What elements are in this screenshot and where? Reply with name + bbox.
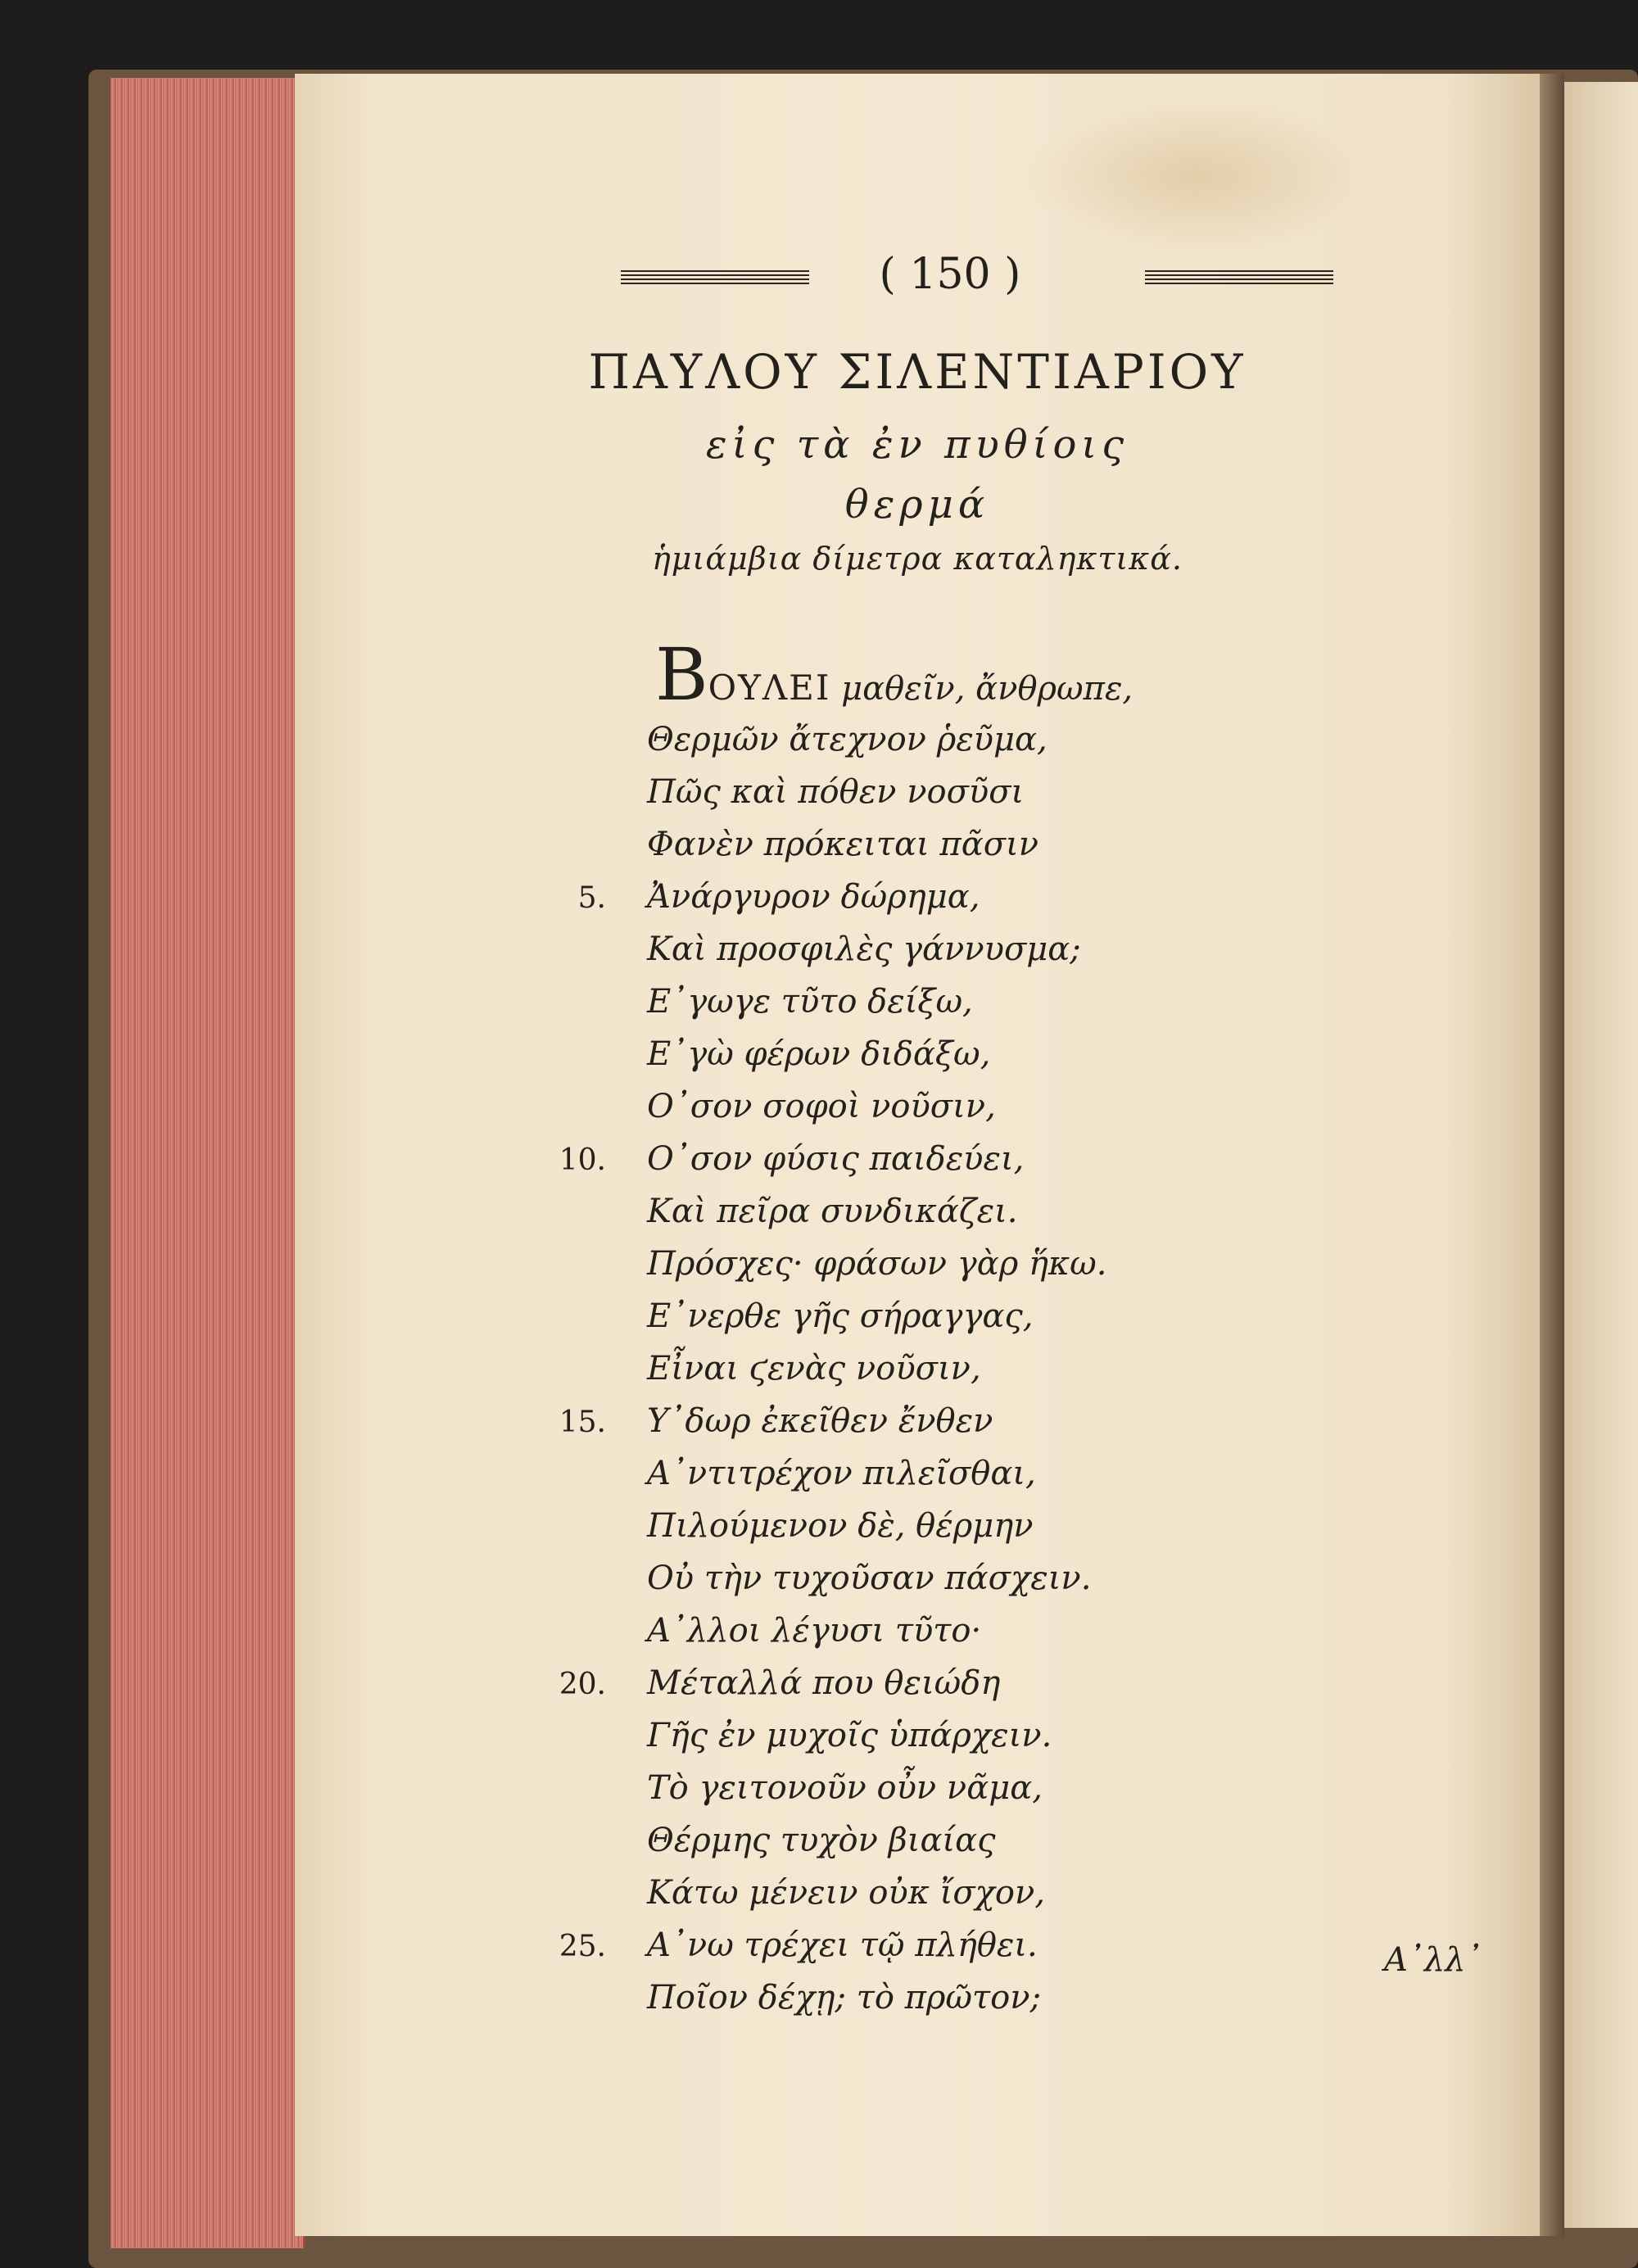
poem-line-12: Πρόσχες· φράσων γὰρ ἥκω. xyxy=(647,1245,1107,1283)
poem-line-22: Τὸ γειτονοῦν οὖν νᾶμα, xyxy=(647,1769,1043,1807)
poem-line-21: Γῆς ἐν μυχοῖς ὑπάρχειν. xyxy=(647,1717,1052,1754)
first-line-caps: ΟΥΛΕΙ xyxy=(708,668,831,708)
poem-line-19: Α᾽λλοι λέγυσι τῦτο· xyxy=(647,1612,982,1650)
book-gutter xyxy=(1540,74,1564,2236)
line-number-10: 10. xyxy=(559,1143,606,1177)
drop-cap: B xyxy=(655,632,708,717)
poem-line-24: Κάτω μένειν οὐκ ἴσχον, xyxy=(647,1874,1045,1912)
poem-line-18: Οὐ τὴν τυχοῦσαν πάσχειν. xyxy=(647,1560,1092,1597)
poem-line-15: Υ᾽δωρ ἐκεῖθεν ἔνθεν xyxy=(647,1402,993,1440)
page-edges xyxy=(111,78,305,2248)
poem-line-11: Καὶ πεῖρα συνδικάζει. xyxy=(647,1193,1018,1230)
poem-line-1 xyxy=(655,632,1133,717)
poem-line-8: Ε᾽γὼ φέρων διδάξω, xyxy=(647,1035,991,1073)
poem-line-26: Ποῖον δέχῃ; τὸ πρῶτον; xyxy=(647,1979,1042,2017)
poem-subtitle: εἰς τὰ ἐν πυθίοις xyxy=(705,422,1129,468)
poem-line-25: Α᾽νω τρέχει τῷ πλήθει. xyxy=(647,1926,1038,1964)
line-number-5: 5. xyxy=(577,881,606,915)
poem-line-14: Εἶναι ϛενὰς νοῦσιν, xyxy=(647,1350,981,1388)
poem-line-17: Πιλούμενον δὲ, θέρμην xyxy=(647,1507,1034,1545)
line-number-25: 25. xyxy=(559,1930,606,1963)
poem-subtitle-continued: θερμά xyxy=(844,482,990,527)
poem-line-13: Ε᾽νερθε γῆς σήραγγας, xyxy=(647,1297,1034,1335)
poem-line-5: Ἀνάργυρον δώρημα, xyxy=(647,878,980,916)
facing-page-edge xyxy=(1564,82,1638,2228)
poem-line-4: Φανὲν πρόκειται πᾶσιν xyxy=(647,826,1039,863)
line-number-20: 20. xyxy=(559,1668,606,1701)
first-line-rest: μαθεῖν, ἄνθρωπε, xyxy=(830,670,1133,708)
poem-title: ΠΑΥΛΟΥ ΣΙΛΕΝΤΙΑΡΙΟΥ xyxy=(588,344,1247,400)
poem-line-2: Θερμῶν ἄτεχνον ῥεῦμα, xyxy=(647,721,1048,758)
poem-line-9: Ο᾽σον σοφοὶ νοῦσιν, xyxy=(647,1088,996,1125)
catchword: Α᾽λλ᾽ xyxy=(1384,1941,1482,1979)
header-rule-left xyxy=(621,270,809,285)
poem-line-23: Θέρμης τυχὸν βιαίας xyxy=(647,1822,996,1859)
poem-line-16: Α᾽ντιτρέχον πιλεῖσθαι, xyxy=(647,1455,1036,1492)
meter-description: ἡμιάμβια δίμετρα καταληκτικά. xyxy=(652,541,1183,577)
poem-line-20: Μέταλλά που θειώδη xyxy=(647,1664,1001,1702)
poem-line-7: Ε᾽γωγε τῦτο δείξω, xyxy=(647,983,973,1021)
header-rule-right xyxy=(1145,270,1333,285)
poem-line-10: Ο᾽σον φύσις παιδεύει, xyxy=(647,1140,1025,1178)
line-number-15: 15. xyxy=(559,1406,606,1439)
poem-line-3: Πῶς καὶ πόθεν νοσῦσι xyxy=(647,773,1025,811)
poem-line-6: Καὶ προσφιλὲς γάννυσμα; xyxy=(647,930,1081,968)
page-number: ( 150 ) xyxy=(879,250,1021,299)
water-stain xyxy=(1024,98,1368,254)
